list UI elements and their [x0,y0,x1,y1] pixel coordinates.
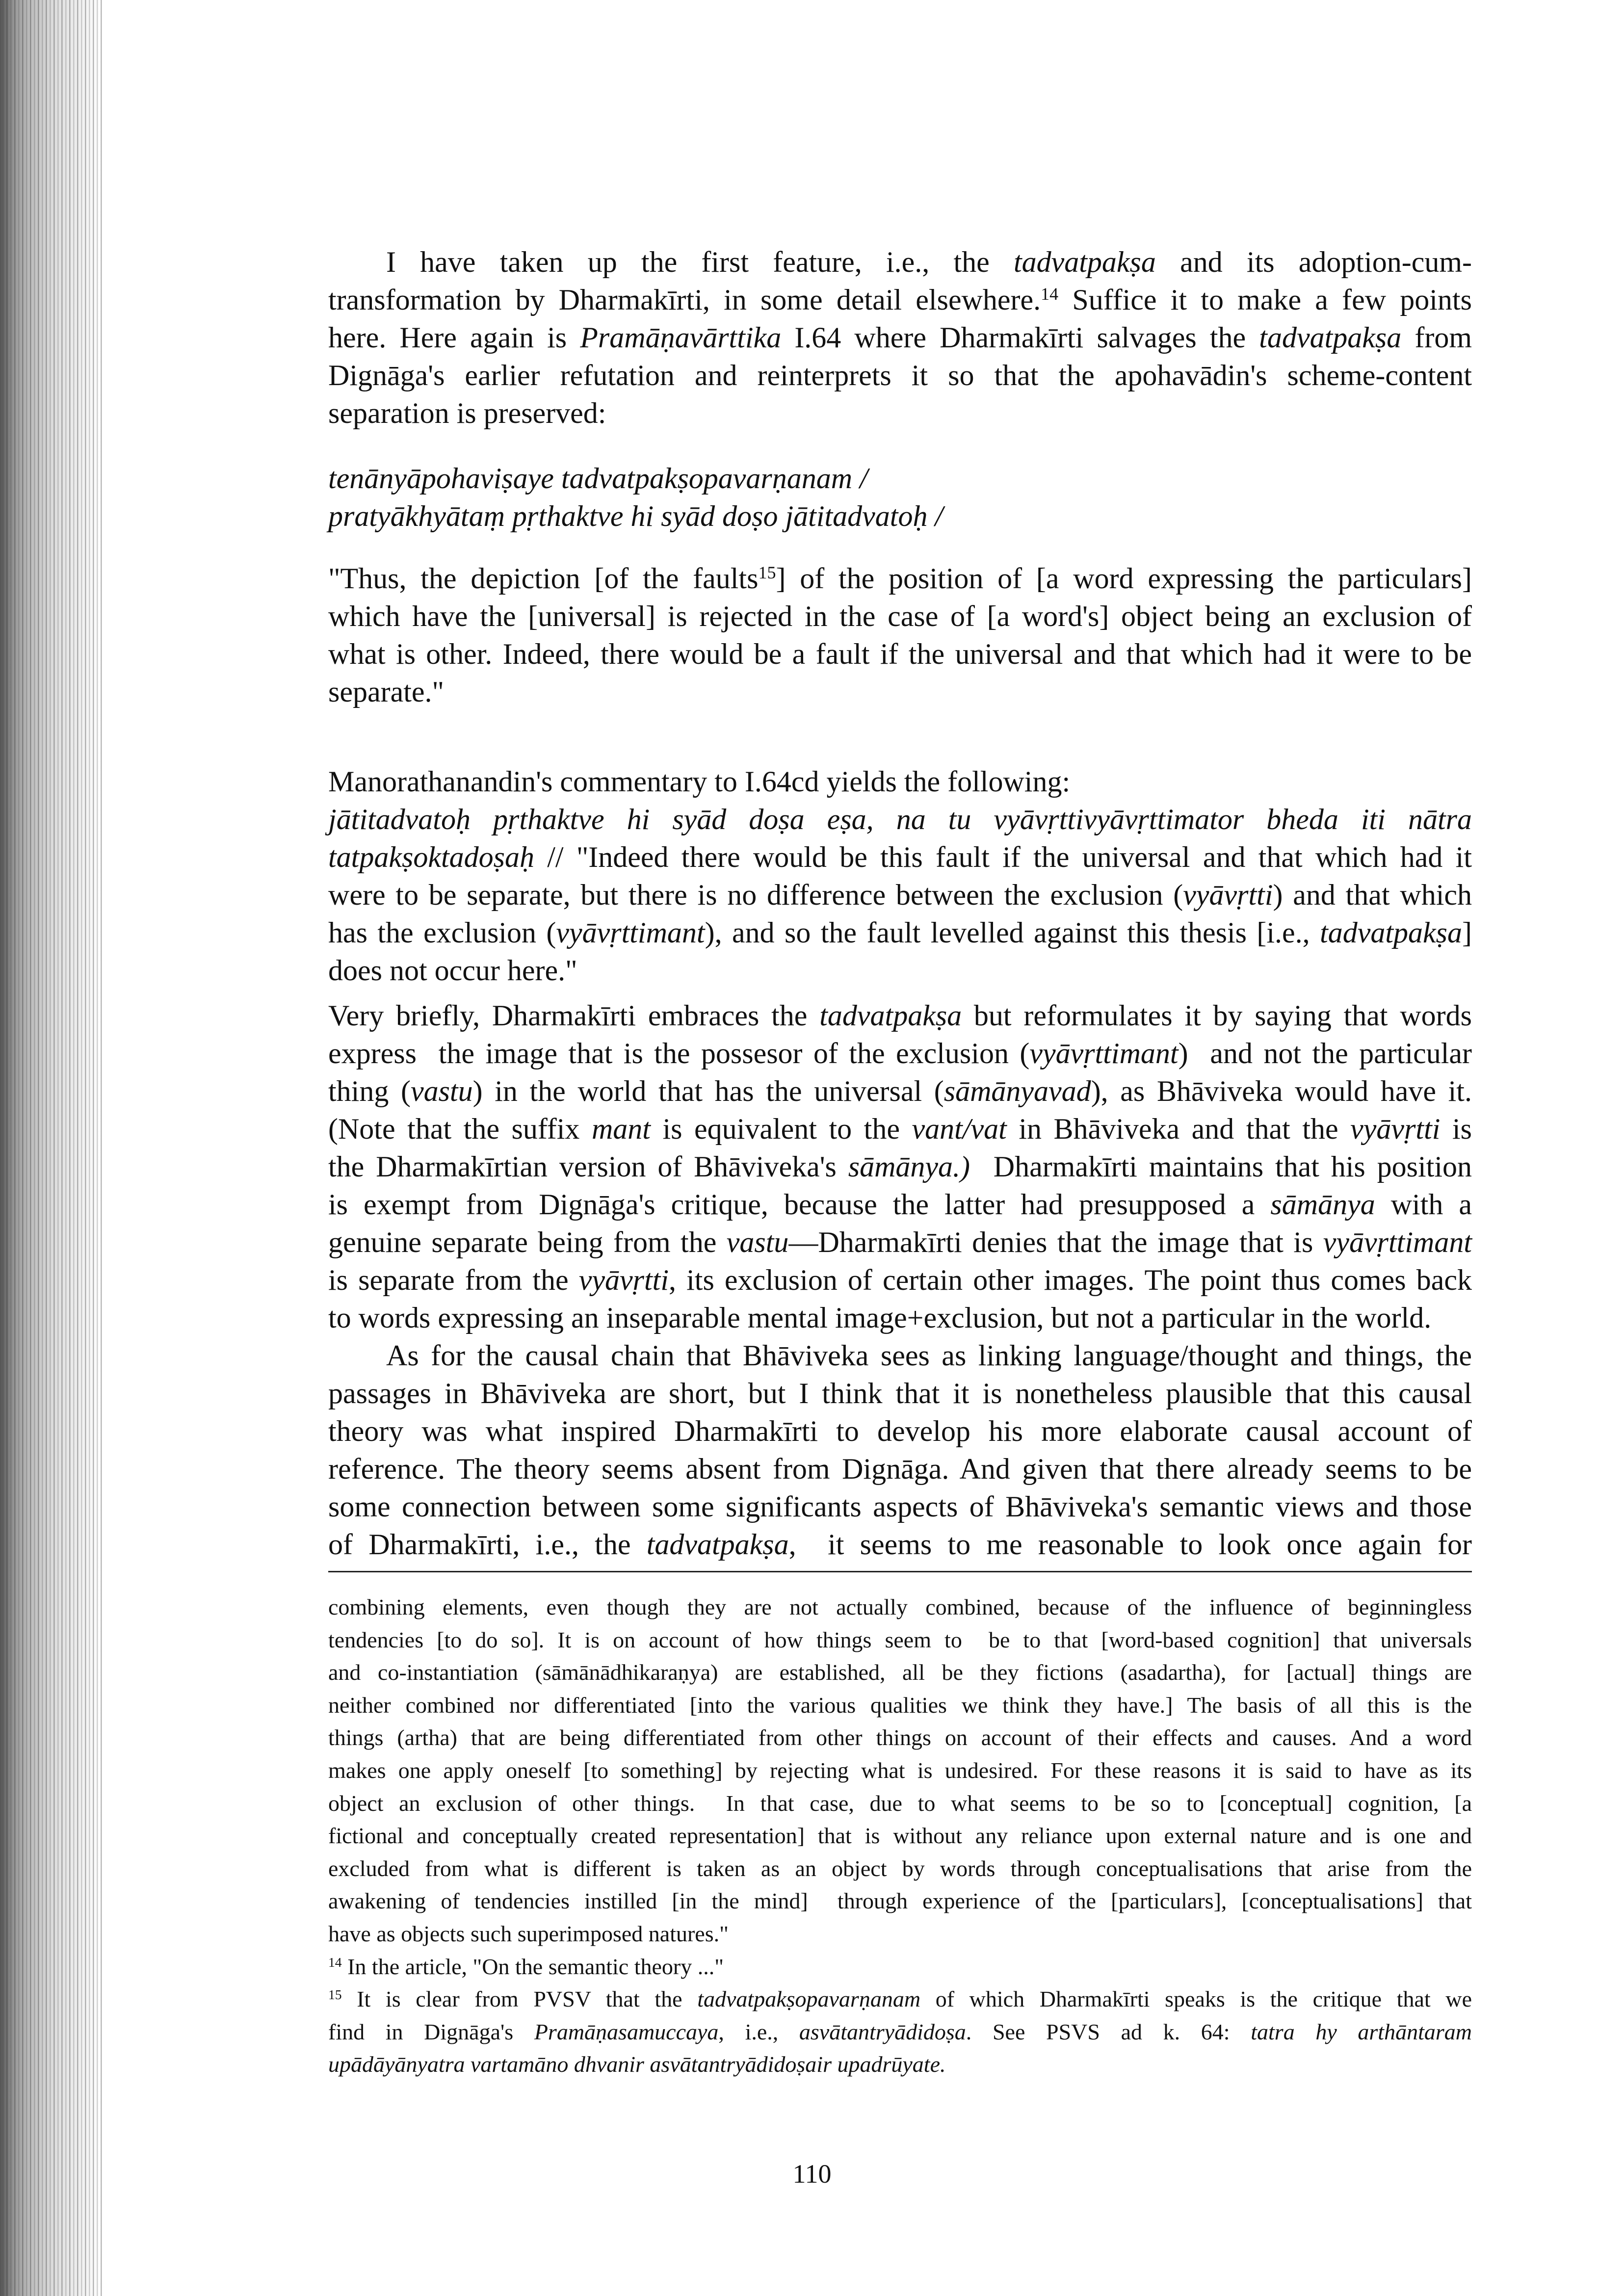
italic-term: mant [591,1113,651,1145]
text-run: fictional and conceptually created representation] that is without any reliance upon external nature and is one and [328,1823,1472,1849]
text-line [328,1488,1472,1526]
text-line [328,2048,1472,2081]
text-line [328,1820,1472,1852]
text-line [328,2016,1472,2049]
text-run: passages in Bhāviveka are short, but I think that it is nonetheless plausible that this causal [328,1377,1472,1409]
text-line [328,1918,1472,1951]
text-line [328,1186,1472,1224]
text-run: separate." [328,676,445,708]
text-run: Dharmakīrti maintains that his position [970,1150,1472,1183]
text-run: ) and that which [1273,879,1472,911]
text-run: in Bhāviveka and that the [1006,1113,1351,1145]
footnote-ref: 15 [328,1986,342,2002]
text-run: is [1440,1113,1472,1145]
text-run: "Thus, the depiction [of the faults [328,562,759,595]
italic-term: sāmānyavad [943,1075,1091,1107]
text-line [328,281,1472,319]
italic-term: vant/vat [912,1113,1007,1145]
text-run: As for the causal chain that Bhāviveka sees as linking language/thought and things, the [386,1339,1472,1372]
italic-term: jātitadvatoḥ pṛthaktve hi syād doṣa eṣa, na tu vyāvṛttivyāvṛttimator bheda iti nātra [328,803,1472,835]
italic-term: tatpakṣoktadoṣaḥ [328,841,534,873]
footnote-ref: 14 [328,1954,342,1970]
text-run: which have the [universal] is rejected in the case of [a word's] object being an exclusion of [328,600,1472,632]
text-run: thing ( [328,1075,411,1107]
text-line [328,1656,1472,1689]
text-line [328,1299,1472,1337]
text-run: what is other. Indeed, there would be a fault if the universal and that which had it were to be [328,638,1472,670]
text-run: reference. The theory seems absent from Dignāga. And given that there already seems to be [328,1453,1472,1485]
text-run: of Dharmakīrti, i.e., the [328,1528,647,1561]
text-line [328,1375,1472,1412]
text-run: but reformulates it by saying that words [962,999,1472,1032]
italic-term: vyāvṛtti [1350,1113,1441,1145]
text-run: ) in the world that has the universal ( [472,1075,944,1107]
paragraph-very-briefly [328,997,1472,1337]
text-line [328,1787,1472,1820]
text-run: —Dharmakīrti denies that the image that is [788,1226,1323,1258]
text-line [328,635,1472,673]
text-line [328,394,1472,432]
text-line [328,460,1472,497]
text-run: It is clear from PVSV that the [341,1986,698,2012]
text-run: is equivalent to the [650,1113,912,1145]
text-line [328,1337,1472,1375]
italic-term: asvātantryādidoṣa [799,2019,966,2044]
text-line [328,357,1472,394]
text-run: and co-instantiation (sāmānādhikaraṇya) are established, all be they fictions (asadartha), for [actual] things are [328,1660,1472,1685]
text-run: from [1401,321,1472,354]
scan-edge-shadow [0,0,103,2296]
text-line [328,497,1472,535]
verse-quotation [328,460,1472,535]
text-run: to words expressing an inseparable mental image+exclusion, but not a particular in the world. [328,1302,1432,1334]
verse-translation [328,560,1472,711]
text-line [328,1412,1472,1450]
footnote-ref: 14 [1041,284,1059,304]
footnote-ref: 15 [758,563,776,583]
footnotes [328,1591,1472,2081]
text-run: // "Indeed there would be this fault if the universal and that which had it [534,841,1472,873]
text-run: I have taken up the first feature, i.e., the [386,246,1014,278]
text-line [328,914,1472,952]
italic-term: vyāvṛttimant [1323,1226,1472,1258]
text-line [328,319,1472,357]
text-run: Suffice it to make a few points [1058,284,1472,316]
italic-term: pratyākhyātaṃ pṛthaktve hi syād doṣo jātitadvatoḥ / [328,500,943,532]
text-line [328,763,1472,801]
text-run: ] [1462,916,1472,949]
text-run: tendencies [to do so]. It is on account of how things seem to be to that [word-based cognition] that universals [328,1627,1472,1652]
text-run: separation is preserved: [328,397,606,429]
text-line [328,673,1472,711]
text-run: ] of the position of [a word expressing the particulars] [776,562,1472,595]
text-line [328,801,1472,838]
text-run: here. Here again is [328,321,580,354]
italic-term: tadvatpakṣopavarṇanam [697,1986,921,2012]
text-run: ) and not the particular [1178,1037,1472,1070]
italic-term: Pramāṇavārttika [580,321,782,354]
text-run: has the exclusion ( [328,916,556,949]
text-run: , i.e., [718,2019,799,2044]
italic-term: sāmānya.) [848,1150,970,1183]
text-run: ), and so the fault levelled against this thesis [i.e., [705,916,1320,949]
text-line [328,560,1472,598]
text-run: neither combined nor differentiated [into the various qualities we think they have.] The basis of all this is the [328,1692,1472,1718]
italic-term: tadvatpakṣa [819,999,962,1032]
italic-term: vyāvṛttimant [1029,1037,1179,1070]
text-line [328,243,1472,281]
text-line [328,997,1472,1035]
text-line [328,1885,1472,1918]
italic-term: Pramāṇasamuccaya [534,2019,719,2044]
text-line [328,1148,1472,1186]
text-run: (Note that the suffix [328,1113,592,1145]
italic-term: tenānyāpohaviṣaye tadvatpakṣopavarṇanam / [328,462,868,495]
text-run: does not occur here." [328,954,577,987]
italic-term: tatra hy arthāntaram [1251,2019,1472,2044]
italic-term: vyāvṛttimant [556,916,705,949]
text-run: In the article, "On the semantic theory ..." [341,1954,724,1979]
text-line [328,1526,1472,1564]
text-run: ), as Bhāviveka would have it. [1091,1075,1472,1107]
text-run: . See PSVS ad k. 64: [966,2019,1251,2044]
text-run: object an exclusion of other things. In that case, due to what seems to be so to [conceptual] cognition, [a [328,1790,1472,1816]
italic-term: tadvatpakṣa [646,1528,789,1561]
text-line [328,952,1472,990]
text-line [328,1450,1472,1488]
text-run: express the image that is the possesor of the exclusion ( [328,1037,1030,1070]
footnote-separator [328,1571,1472,1572]
text-run: Very briefly, Dharmakīrti embraces the [328,999,820,1032]
text-line [328,598,1472,635]
paragraph-causal-chain [328,1337,1472,1564]
text-run: Dignāga's earlier refutation and reinterprets it so that the apohavādin's scheme-content [328,359,1472,391]
text-run: of which Dharmakīrti speaks is the critique that we [920,1986,1472,2012]
text-line [328,1983,1472,2016]
text-run: have as objects such superimposed natures." [328,1921,729,1946]
text-line [328,1689,1472,1722]
text-line [328,876,1472,914]
text-run: makes one apply oneself [to something] by rejecting what is undesired. For these reasons it is said to have as its [328,1757,1472,1783]
text-line [328,838,1472,876]
italic-term: tadvatpakṣa [1259,321,1402,354]
text-run: Manorathanandin's commentary to I.64cd yields the following: [328,765,1071,798]
text-run: is separate from the [328,1264,579,1296]
text-line [328,1754,1472,1787]
text-run: , it seems to me reasonable to look once again for [788,1528,1472,1561]
text-run: and its adoption-cum- [1155,246,1472,278]
text-run: things (artha) that are being differentiated from other things on account of their effects and causes. And a word [328,1725,1472,1750]
text-run: some connection between some significants aspects of Bhāviveka's semantic views and those [328,1490,1472,1523]
text-run: combining elements, even though they are not actually combined, because of the influence of beginningless [328,1594,1472,1619]
text-line [328,1722,1472,1754]
italic-term: sāmānya [1270,1188,1375,1221]
paragraph-commentary [328,763,1472,990]
text-line [328,1035,1472,1072]
text-run: find in Dignāga's [328,2019,534,2044]
text-run: I.64 where Dharmakīrti salvages the [781,321,1259,354]
text-run: were to be separate, but there is no difference between the exclusion ( [328,879,1183,911]
text-run: theory was what inspired Dharmakīrti to develop his more elaborate causal account of [328,1415,1472,1447]
text-line [328,1852,1472,1885]
text-run: the Dharmakīrtian version of Bhāviveka's [328,1150,848,1183]
italic-term: vyāvṛtti [578,1264,669,1296]
text-run: transformation by Dharmakīrti, in some detail elsewhere. [328,284,1041,316]
text-line [328,1072,1472,1110]
paragraph-intro [328,243,1472,432]
text-line [328,1624,1472,1657]
italic-term: tadvatpakṣa [1013,246,1156,278]
italic-term: vastu [410,1075,473,1107]
text-line [328,1951,1472,1983]
text-line [328,1591,1472,1624]
italic-term: upādāyānyatra vartamāno dhvanir asvātantryādidoṣair upadrūyate. [328,2052,946,2077]
text-run: , its exclusion of certain other images. The point thus comes back [669,1264,1472,1296]
text-line [328,1224,1472,1261]
text-run: excluded from what is different is taken as an object by words through conceptualisations that arise from the [328,1855,1472,1881]
text-run: awakening of tendencies instilled [in the mind] through experience of the [particulars], [conceptualisations] that [328,1888,1472,1914]
text-run: genuine separate being from the [328,1226,727,1258]
italic-term: vastu [726,1226,789,1258]
text-line [328,1261,1472,1299]
italic-term: tadvatpakṣa [1320,916,1463,949]
text-run: is exempt from Dignāga's critique, because the latter had presupposed a [328,1188,1271,1221]
italic-term: vyāvṛtti [1183,879,1273,911]
text-run: with a [1375,1188,1472,1221]
text-line [328,1110,1472,1148]
page-number: 110 [792,2159,832,2189]
